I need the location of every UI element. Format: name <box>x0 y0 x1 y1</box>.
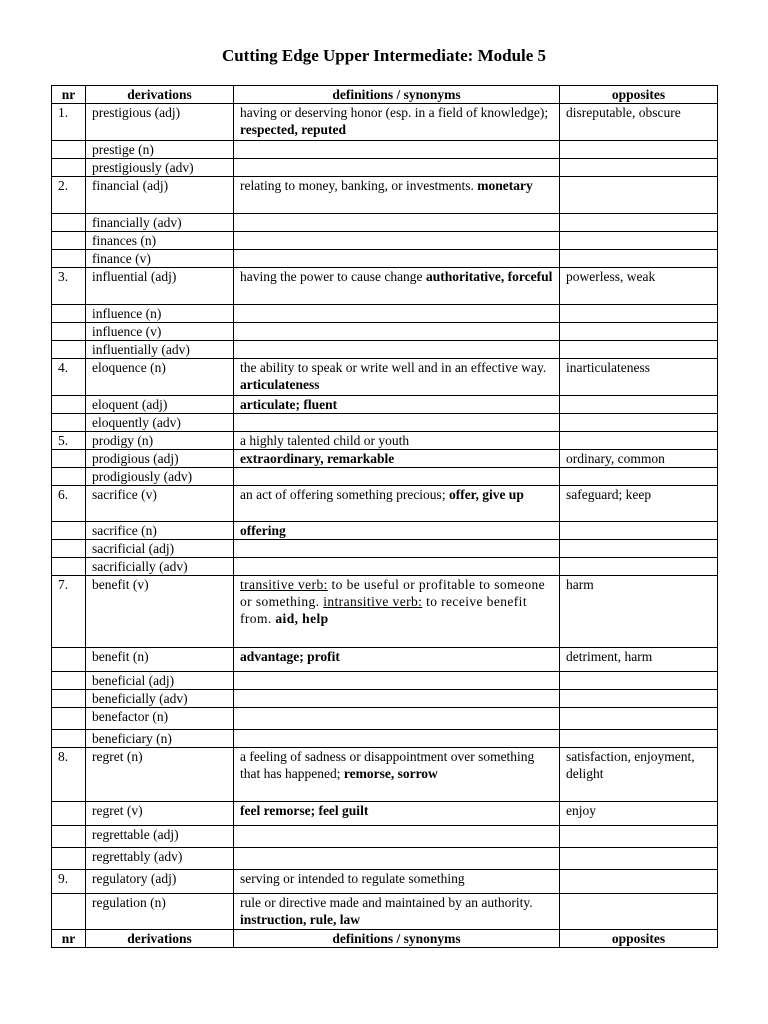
definition-cell <box>234 359 560 396</box>
derivation-cell: benefit (v) <box>86 576 234 648</box>
synonyms-text: authoritative, forceful <box>425 269 553 284</box>
header-definitions: definitions / synonyms <box>234 86 560 104</box>
definition-cell <box>234 432 560 450</box>
opposites-cell: inarticulateness <box>560 359 718 396</box>
table-row <box>52 396 718 414</box>
synonyms-text: remorse, sorrow <box>343 766 438 781</box>
row-number <box>52 250 86 268</box>
definition-cell <box>234 848 560 870</box>
row-number <box>52 848 86 870</box>
header-opposites: opposites <box>560 86 718 104</box>
row-number <box>52 414 86 432</box>
opposites-cell <box>560 468 718 486</box>
row-number: 8. <box>52 748 86 802</box>
derivation-cell: regret (n) <box>86 748 234 802</box>
definition-cell <box>234 341 560 359</box>
definition-label: transitive verb: <box>240 577 328 592</box>
vocabulary-table <box>51 85 718 948</box>
derivation-cell: benefactor (n) <box>86 708 234 730</box>
table-row <box>52 141 718 159</box>
synonyms-text: articulateness <box>240 377 320 392</box>
table-row <box>52 359 718 396</box>
opposites-cell <box>560 341 718 359</box>
opposites-cell <box>560 540 718 558</box>
row-number <box>52 540 86 558</box>
opposites-cell: enjoy <box>560 802 718 826</box>
definition-cell <box>234 250 560 268</box>
derivation-cell: influence (n) <box>86 305 234 323</box>
synonyms-text: feel remorse; feel guilt <box>240 803 369 818</box>
definition-text: the ability to speak or write well and in an effective way. <box>240 360 547 375</box>
table-row <box>52 341 718 359</box>
opposites-cell <box>560 432 718 450</box>
derivation-cell: finance (v) <box>86 250 234 268</box>
opposites-cell <box>560 141 718 159</box>
row-number: 4. <box>52 359 86 396</box>
synonyms-text: monetary <box>477 178 533 193</box>
opposites-cell <box>560 177 718 214</box>
derivation-cell: influential (adj) <box>86 268 234 305</box>
table-row <box>52 305 718 323</box>
row-number <box>52 214 86 232</box>
row-number <box>52 305 86 323</box>
opposites-cell: ordinary, common <box>560 450 718 468</box>
derivation-cell: prestigiously (adv) <box>86 159 234 177</box>
opposites-cell <box>560 826 718 848</box>
opposites-cell <box>560 558 718 576</box>
synonyms-text: respected, reputed <box>240 122 346 137</box>
definition-cell <box>234 468 560 486</box>
table-row <box>52 177 718 214</box>
derivation-cell: regulation (n) <box>86 894 234 930</box>
derivation-cell: sacrificial (adj) <box>86 540 234 558</box>
row-number <box>52 708 86 730</box>
definition-cell <box>234 894 560 930</box>
opposites-cell <box>560 690 718 708</box>
definition-cell <box>234 305 560 323</box>
derivation-cell: prodigy (n) <box>86 432 234 450</box>
derivation-cell: influence (v) <box>86 323 234 341</box>
derivation-cell: sacrifice (n) <box>86 522 234 540</box>
table-row <box>52 414 718 432</box>
derivation-cell: eloquence (n) <box>86 359 234 396</box>
definition-cell <box>234 232 560 250</box>
footer-opposites: opposites <box>560 930 718 948</box>
table-row <box>52 323 718 341</box>
definition-label: intransitive verb: <box>323 594 423 609</box>
row-number <box>52 159 86 177</box>
definition-cell <box>234 323 560 341</box>
derivation-cell: eloquently (adv) <box>86 414 234 432</box>
opposites-cell <box>560 250 718 268</box>
table-row <box>52 748 718 802</box>
definition-text: rule or directive made and maintained by an authority. <box>240 895 533 910</box>
table-row <box>52 894 718 930</box>
table-row <box>52 558 718 576</box>
opposites-cell: satisfaction, enjoyment, delight <box>560 748 718 802</box>
row-number <box>52 690 86 708</box>
opposites-cell <box>560 414 718 432</box>
synonyms-text: offer, give up <box>448 487 524 502</box>
table-header-row <box>52 86 718 104</box>
definition-text: having or deserving honor (esp. in a field of knowledge); <box>240 105 549 120</box>
opposites-cell <box>560 848 718 870</box>
row-number <box>52 141 86 159</box>
row-number <box>52 730 86 748</box>
opposites-cell <box>560 870 718 894</box>
row-number <box>52 802 86 826</box>
row-number: 5. <box>52 432 86 450</box>
opposites-cell <box>560 305 718 323</box>
table-row <box>52 522 718 540</box>
definition-cell <box>234 558 560 576</box>
definition-cell <box>234 414 560 432</box>
definition-cell <box>234 648 560 672</box>
table-row <box>52 540 718 558</box>
opposites-cell <box>560 708 718 730</box>
header-nr: nr <box>52 86 86 104</box>
derivation-cell: sacrificially (adv) <box>86 558 234 576</box>
definition-cell <box>234 748 560 802</box>
row-number <box>52 672 86 690</box>
page-title: Cutting Edge Upper Intermediate: Module 5 <box>221 46 547 65</box>
definition-cell <box>234 177 560 214</box>
synonyms-text: offering <box>240 523 286 538</box>
definition-cell <box>234 450 560 468</box>
derivation-cell: regrettably (adv) <box>86 848 234 870</box>
table-footer-row <box>52 930 718 948</box>
derivation-cell: financial (adj) <box>86 177 234 214</box>
definition-cell <box>234 141 560 159</box>
row-number: 1. <box>52 104 86 141</box>
definition-cell <box>234 486 560 522</box>
table-row <box>52 232 718 250</box>
definition-cell <box>234 104 560 141</box>
row-number: 6. <box>52 486 86 522</box>
synonyms-text: advantage; profit <box>240 649 340 664</box>
row-number <box>52 232 86 250</box>
table-row <box>52 450 718 468</box>
opposites-cell: detriment, harm <box>560 648 718 672</box>
definition-text: a feeling of sadness or disappointment over something that has happened; <box>240 749 535 781</box>
derivation-cell: regulatory (adj) <box>86 870 234 894</box>
synonyms-text: instruction, rule, law <box>240 912 360 927</box>
row-number <box>52 826 86 848</box>
row-number <box>52 468 86 486</box>
derivation-cell: benefit (n) <box>86 648 234 672</box>
row-number <box>52 558 86 576</box>
definition-text: serving or intended to regulate something <box>240 871 465 886</box>
opposites-cell: harm <box>560 576 718 648</box>
table-row <box>52 708 718 730</box>
table-row <box>52 672 718 690</box>
row-number <box>52 648 86 672</box>
definition-cell <box>234 826 560 848</box>
derivation-cell: prestigious (adj) <box>86 104 234 141</box>
definition-cell <box>234 690 560 708</box>
row-number <box>52 341 86 359</box>
opposites-cell <box>560 159 718 177</box>
footer-definitions: definitions / synonyms <box>234 930 560 948</box>
table-row <box>52 159 718 177</box>
table-row <box>52 826 718 848</box>
derivation-cell: sacrifice (v) <box>86 486 234 522</box>
definition-cell <box>234 802 560 826</box>
opposites-cell <box>560 214 718 232</box>
table-row <box>52 268 718 305</box>
opposites-cell: disreputable, obscure <box>560 104 718 141</box>
row-number: 9. <box>52 870 86 894</box>
derivation-cell: prodigious (adj) <box>86 450 234 468</box>
table-row <box>52 848 718 870</box>
footer-derivations: derivations <box>86 930 234 948</box>
derivation-cell: beneficially (adv) <box>86 690 234 708</box>
table-row <box>52 214 718 232</box>
row-number <box>52 522 86 540</box>
definition-text: a highly talented child or youth <box>240 433 410 448</box>
footer-nr: nr <box>52 930 86 948</box>
definition-cell <box>234 159 560 177</box>
derivation-cell: prestige (n) <box>86 141 234 159</box>
row-number <box>52 396 86 414</box>
definition-cell <box>234 576 560 648</box>
opposites-cell: powerless, weak <box>560 268 718 305</box>
header-derivations: derivations <box>86 86 234 104</box>
derivation-cell: prodigiously (adv) <box>86 468 234 486</box>
opposites-cell <box>560 894 718 930</box>
row-number: 3. <box>52 268 86 305</box>
derivation-cell: regrettable (adj) <box>86 826 234 848</box>
table-row <box>52 104 718 141</box>
definition-text: an act of offering something precious; <box>240 487 446 502</box>
table-row <box>52 468 718 486</box>
table-row <box>52 690 718 708</box>
derivation-cell: eloquent (adj) <box>86 396 234 414</box>
definition-cell <box>234 540 560 558</box>
definition-text: to be useful or profitable to someone or something. <box>240 577 546 609</box>
table-row <box>52 486 718 522</box>
derivation-cell: financially (adv) <box>86 214 234 232</box>
row-number <box>52 450 86 468</box>
opposites-cell <box>560 730 718 748</box>
synonyms-text: extraordinary, remarkable <box>240 451 395 466</box>
opposites-cell <box>560 323 718 341</box>
definition-cell <box>234 730 560 748</box>
derivation-cell: finances (n) <box>86 232 234 250</box>
opposites-cell <box>560 672 718 690</box>
definition-text: to receive benefit from. <box>240 594 527 626</box>
derivation-cell: regret (v) <box>86 802 234 826</box>
derivation-cell: beneficiary (n) <box>86 730 234 748</box>
derivation-cell: beneficial (adj) <box>86 672 234 690</box>
opposites-cell <box>560 522 718 540</box>
row-number: 7. <box>52 576 86 648</box>
table-row <box>52 250 718 268</box>
derivation-cell: influentially (adv) <box>86 341 234 359</box>
definition-cell <box>234 522 560 540</box>
definition-text: relating to money, banking, or investments. <box>240 178 474 193</box>
row-number <box>52 323 86 341</box>
table-row <box>52 870 718 894</box>
row-number: 2. <box>52 177 86 214</box>
definition-cell <box>234 672 560 690</box>
opposites-cell: safeguard; keep <box>560 486 718 522</box>
definition-cell <box>234 396 560 414</box>
definition-cell <box>234 214 560 232</box>
synonyms-text: aid, help <box>275 611 329 626</box>
definition-cell <box>234 708 560 730</box>
table-row <box>52 576 718 648</box>
table-row <box>52 432 718 450</box>
row-number <box>52 894 86 930</box>
definition-cell <box>234 268 560 305</box>
opposites-cell <box>560 396 718 414</box>
synonyms-text: articulate; fluent <box>240 397 338 412</box>
opposites-cell <box>560 232 718 250</box>
table-row <box>52 730 718 748</box>
table-row <box>52 648 718 672</box>
definition-cell <box>234 870 560 894</box>
table-row <box>52 802 718 826</box>
definition-text: having the power to cause change <box>240 269 423 284</box>
